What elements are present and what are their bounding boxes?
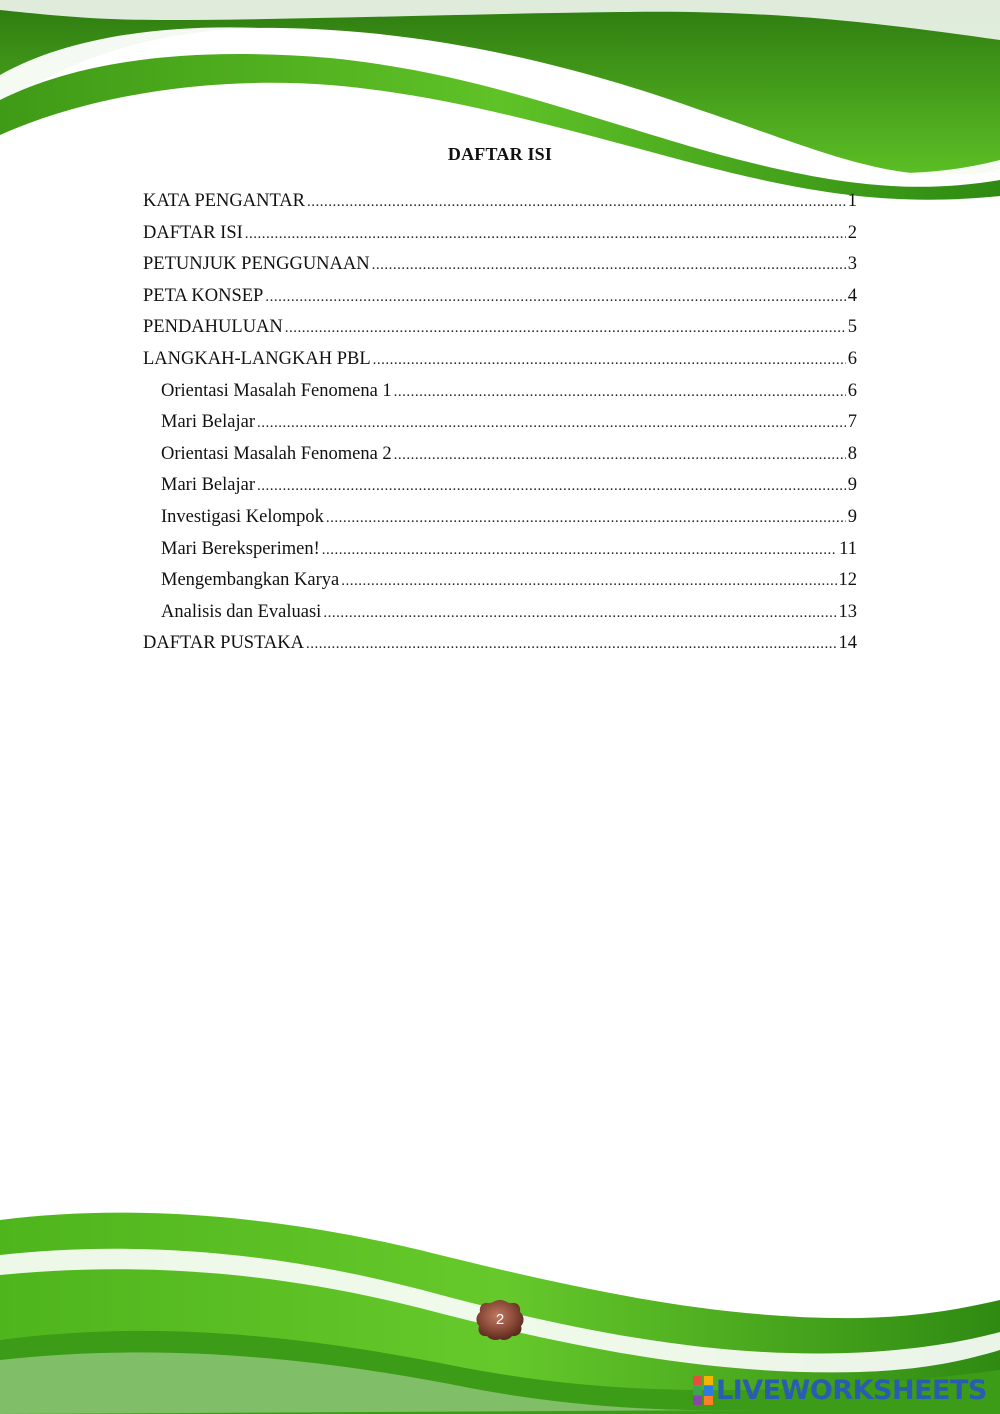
toc-subentry[interactable]: [143, 503, 857, 535]
toc-subentry[interactable]: [143, 535, 857, 567]
toc-entry-page: 11: [839, 538, 857, 559]
toc-entry-page: 9: [847, 475, 857, 496]
toc-leader-dots: [265, 283, 845, 311]
toc-entry-page: 3: [847, 254, 857, 275]
toc-entry-label: Mengembangkan Karya: [161, 570, 340, 591]
toc-leader-dots: [341, 567, 836, 595]
toc-leader-dots: [326, 504, 846, 532]
toc-entry[interactable]: [143, 629, 857, 661]
toc-leader-dots: [322, 536, 837, 564]
toc-entry-page: 9: [847, 506, 857, 527]
toc-leader-dots: [307, 188, 846, 216]
toc-entry-page: 6: [847, 348, 857, 369]
toc-subentry[interactable]: [143, 598, 857, 630]
toc-leader-dots: [323, 599, 836, 627]
toc-subentry[interactable]: [143, 440, 857, 472]
toc-subentry[interactable]: [143, 408, 857, 440]
toc-entry-page: 5: [847, 317, 857, 338]
page-number: 2: [495, 1311, 505, 1328]
toc-entry-page: 7: [847, 412, 857, 433]
toc-entry-label: Orientasi Masalah Fenomena 2: [161, 443, 392, 464]
toc-leader-dots: [245, 220, 846, 248]
toc-entry-label: PETA KONSEP: [143, 285, 264, 306]
toc-entry-label: LANGKAH-LANGKAH PBL: [143, 348, 371, 369]
toc-entry-page: 1: [847, 191, 857, 211]
toc-subentry[interactable]: [143, 566, 857, 598]
toc-entry[interactable]: [143, 282, 857, 314]
toc-entry[interactable]: [143, 219, 857, 251]
toc-entry[interactable]: [143, 345, 857, 377]
toc-leader-dots: [373, 346, 846, 374]
table-of-contents: [143, 187, 857, 661]
toc-entry-label: Mari Belajar: [161, 412, 255, 433]
top-wave-decoration: [0, 0, 1000, 200]
toc-leader-dots: [257, 472, 846, 500]
toc-entry-label: Orientasi Masalah Fenomena 1: [161, 380, 392, 401]
toc-entry-label: DAFTAR PUSTAKA: [143, 633, 304, 654]
toc-entry-label: Mari Bereksperimen!: [161, 538, 320, 559]
toc-entry-page: 13: [838, 601, 857, 622]
toc-entry-label: DAFTAR ISI: [143, 222, 243, 243]
toc-entry-page: 4: [847, 285, 857, 306]
toc-entry-label: Analisis dan Evaluasi: [161, 601, 322, 622]
toc-leader-dots: [394, 441, 846, 469]
toc-leader-dots: [306, 630, 837, 658]
toc-leader-dots: [285, 314, 846, 342]
toc-subentry[interactable]: [143, 377, 857, 409]
page-title: DAFTAR ISI: [447, 144, 553, 164]
toc-entry-page: 6: [847, 380, 857, 401]
toc-entry-label: KATA PENGANTAR: [143, 191, 306, 211]
toc-entry[interactable]: [143, 250, 857, 282]
toc-entry-page: 2: [847, 222, 857, 243]
brand-text: LIVEWORKSHEETS: [716, 1374, 987, 1406]
toc-subentry[interactable]: [143, 471, 857, 503]
toc-entry-label: PENDAHULUAN: [143, 317, 283, 338]
liveworksheets-brand[interactable]: [692, 1370, 987, 1410]
toc-entry-label: Mari Belajar: [161, 475, 255, 496]
toc-entry-label: PETUNJUK PENGGUNAAN: [143, 254, 370, 275]
toc-leader-dots: [394, 378, 846, 406]
toc-entry[interactable]: [143, 187, 857, 219]
toc-leader-dots: [372, 251, 846, 279]
toc-entry-page: 8: [847, 443, 857, 464]
toc-entry-page: 14: [838, 633, 857, 654]
toc-entry[interactable]: [143, 313, 857, 345]
toc-entry-label: Investigasi Kelompok: [161, 506, 324, 527]
liveworksheets-logo-icon: [692, 1374, 714, 1406]
toc-entry-page: 12: [838, 570, 857, 591]
toc-leader-dots: [257, 409, 846, 437]
